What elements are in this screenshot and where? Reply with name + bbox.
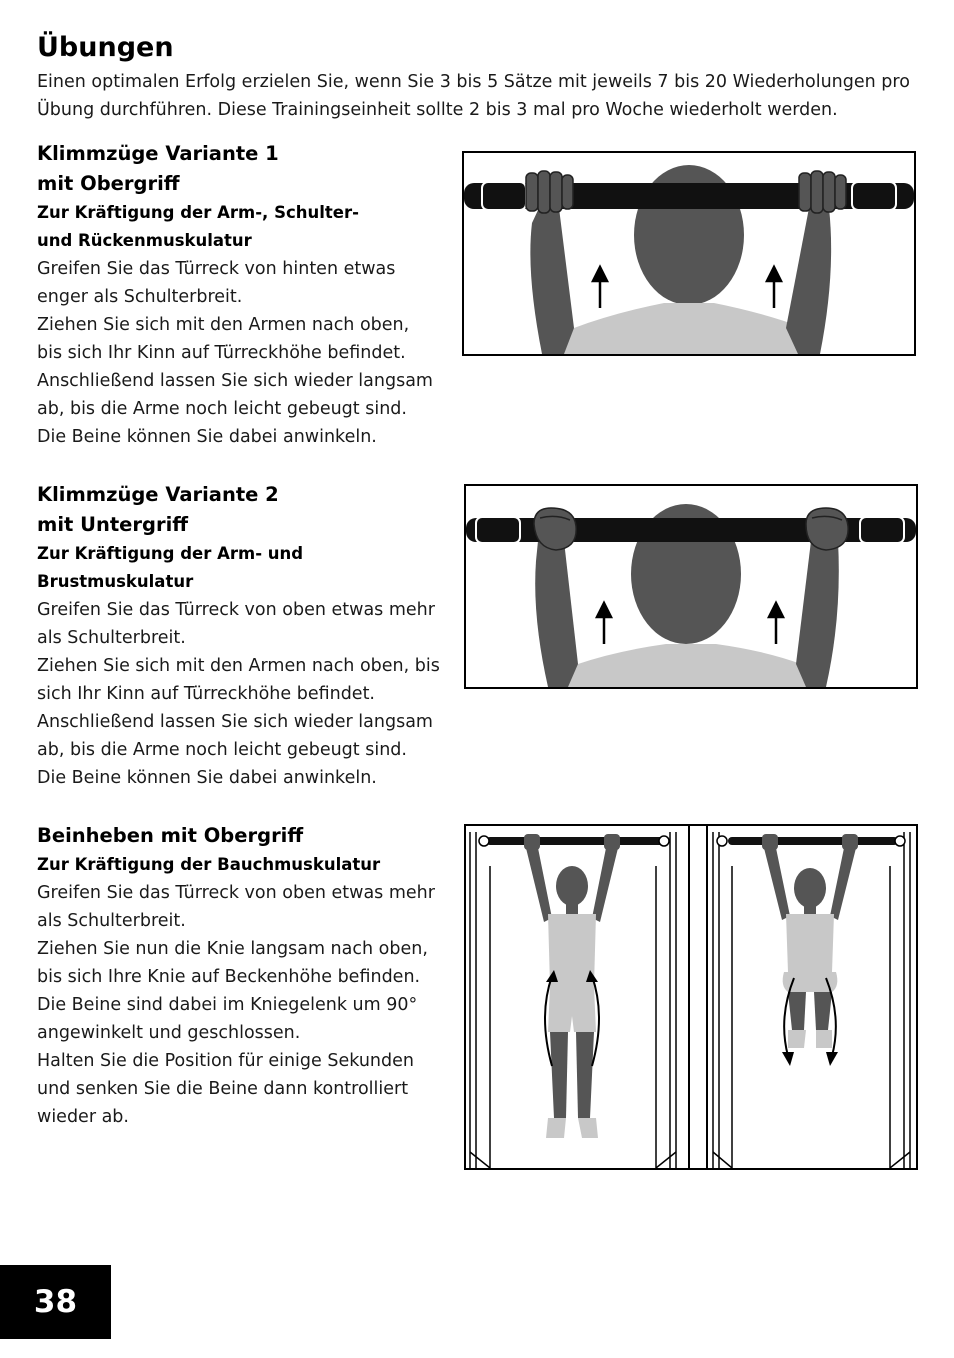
page-number-box [0,1265,111,1339]
intro-paragraph: Einen optimalen Erfolg erzielen Sie, wenn Sie 3 bis 5 Sätze mit jeweils 7 bis 20 Wiederholungen pro Übung durchführen. Diese Trainingseinheit sollte 2 bis 3 mal pro Woche wiederholt werden. [37,72,910,120]
description-line: Greifen Sie das Türreck von oben etwas mehr [37,600,435,620]
description-line: Die Beine können Sie dabei anwinkeln. [37,427,377,447]
exercise-subtitle [37,199,457,255]
description-line: sich Ihr Kinn auf Türreckhöhe befindet. [37,684,375,704]
description-line: Die Beine können Sie dabei anwinkeln. [37,768,377,788]
exercise-subtitle-line: Brustmuskulatur [37,572,194,591]
exercise-section-3 [37,821,467,1131]
page-number: 38 [33,1284,78,1320]
description-line: und senken Sie die Beine dann kontrolliert [37,1079,409,1099]
leg-raise-svg [466,826,916,1168]
description-line: bis sich Ihr Kinn auf Türreckhöhe befindet. [37,343,406,363]
exercise-subtitle: Zur Kräftigung der Bauchmuskulatur [37,855,381,874]
exercise-title-line: mit Obergriff [37,172,180,195]
description-line: Greifen Sie das Türreck von hinten etwas [37,259,396,279]
description-line: Anschließend lassen Sie sich wieder langsam [37,712,433,732]
exercise-section-1 [37,139,457,451]
exercise-title-line: Klimmzüge Variante 1 [37,142,279,165]
description-line: wieder ab. [37,1107,129,1127]
exercise-title [37,139,457,199]
exercise-subtitle-line: und Rückenmuskulatur [37,231,252,250]
description-line: Anschließend lassen Sie sich wieder langsam [37,371,433,391]
exercise-description [37,596,457,792]
page-title: Übungen [37,32,174,63]
description-line: als Schulterbreit. [37,628,186,648]
description-line: ab, bis die Arme noch leicht gebeugt sind. [37,740,407,760]
description-line: Ziehen Sie sich mit den Armen nach oben, bis [37,656,440,676]
exercise-subtitle-line: Zur Kräftigung der Arm- und [37,544,304,563]
exercise-description [37,879,467,1131]
exercise-subtitle [37,540,457,596]
description-line: Greifen Sie das Türreck von oben etwas mehr [37,883,435,903]
exercise-title: Beinheben mit Obergriff [37,824,304,847]
description-line: Die Beine sind dabei im Kniegelenk um 90° [37,995,418,1015]
description-line: enger als Schulterbreit. [37,287,243,307]
description-line: Ziehen Sie sich mit den Armen nach oben, [37,315,410,335]
description-line: angewinkelt und geschlossen. [37,1023,301,1043]
pullup-underhand-illustration [464,484,918,689]
leg-raise-illustration [464,824,918,1170]
exercise-section-2 [37,480,457,792]
description-line: bis sich Ihre Knie auf Beckenhöhe befinden. [37,967,421,987]
description-line: Halten Sie die Position für einige Sekunden [37,1051,414,1071]
description-line: ab, bis die Arme noch leicht gebeugt sind. [37,399,407,419]
exercise-title-line: Klimmzüge Variante 2 [37,483,279,506]
exercise-title-line: mit Untergriff [37,513,189,536]
exercise-subtitle-line: Zur Kräftigung der Arm-, Schulter- [37,203,359,222]
exercise-title [37,480,457,540]
exercise-description [37,255,457,451]
pullup-overhand-svg [464,153,914,354]
pullup-underhand-svg [466,486,916,687]
description-line: Ziehen Sie nun die Knie langsam nach oben, [37,939,428,959]
description-line: als Schulterbreit. [37,911,186,931]
pullup-overhand-illustration [462,151,916,356]
